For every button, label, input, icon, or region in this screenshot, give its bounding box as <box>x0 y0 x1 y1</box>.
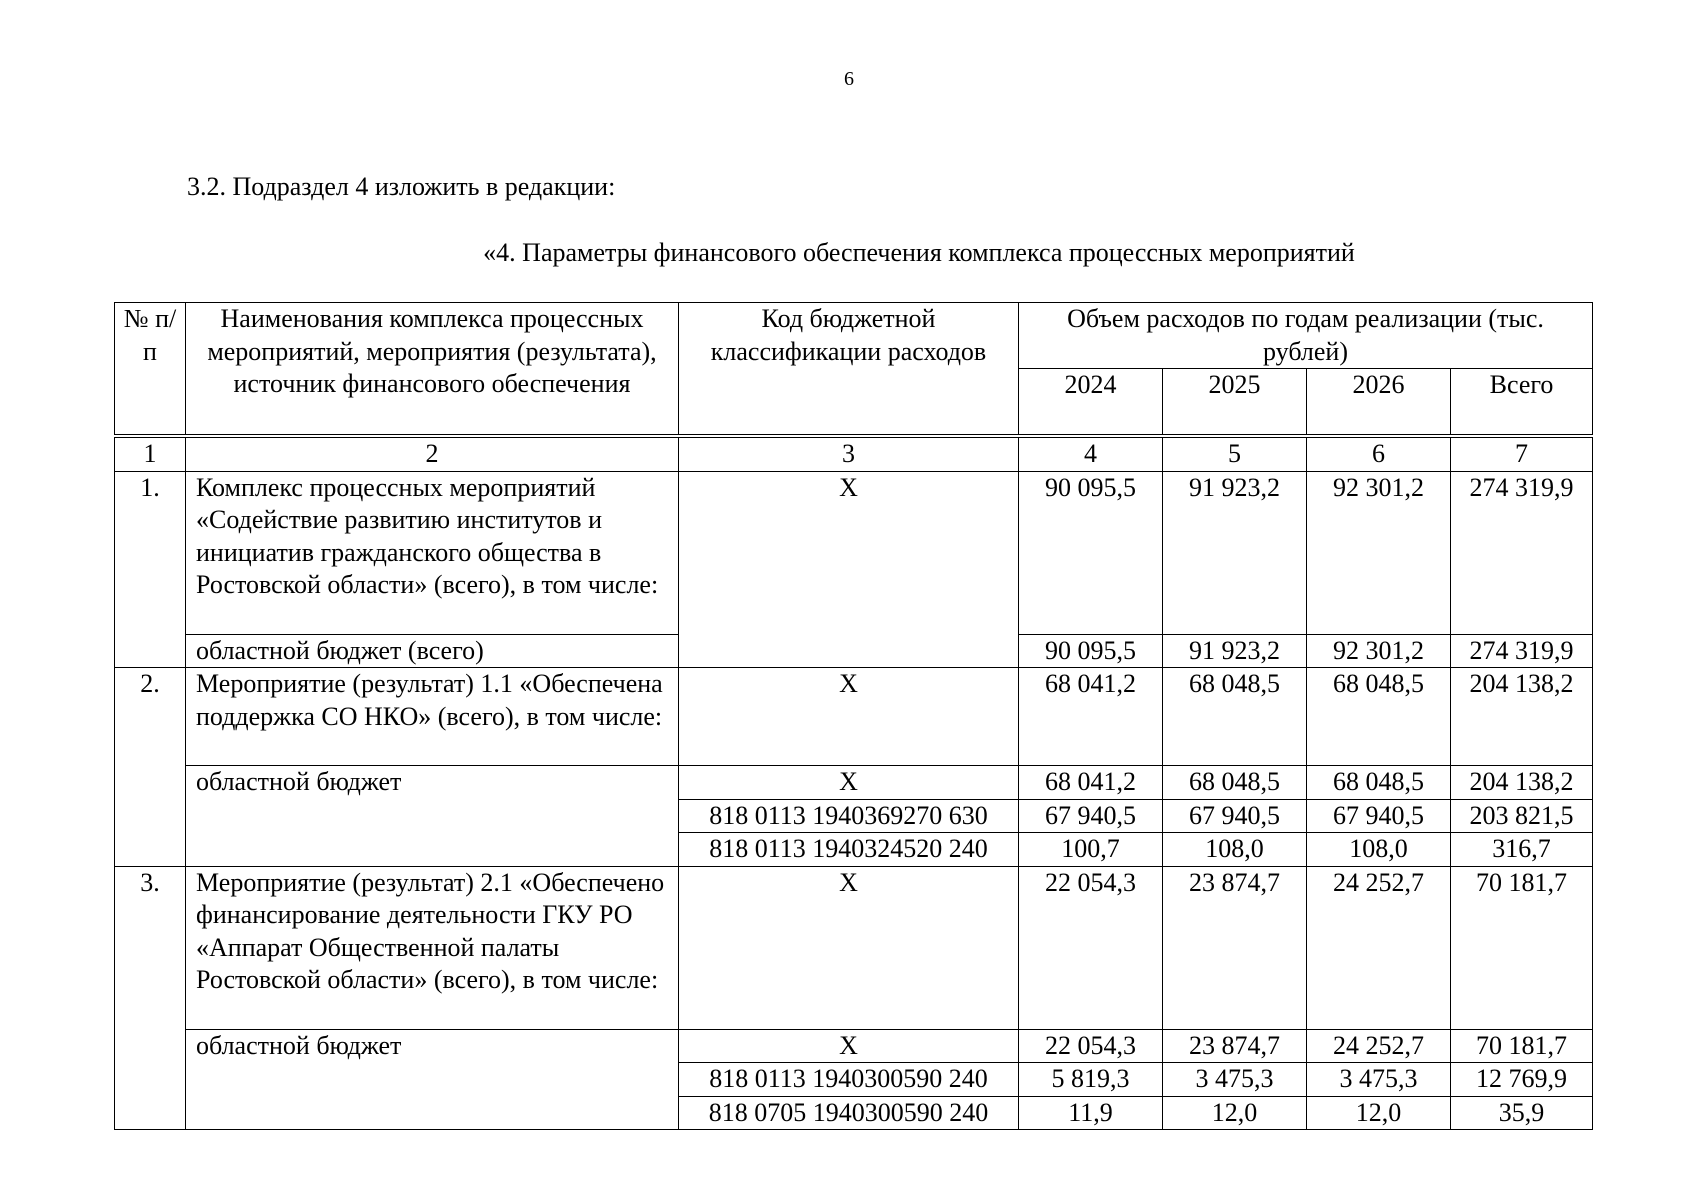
row-code: 818 0113 1940324520 240 <box>679 833 1019 867</box>
cell-2025: 108,0 <box>1163 833 1307 867</box>
row-code: 818 0705 1940300590 240 <box>679 1096 1019 1130</box>
cell-total: 70 181,7 <box>1451 866 1593 1029</box>
cell-2026: 92 301,2 <box>1307 471 1451 634</box>
cell-2025: 68 048,5 <box>1163 766 1307 800</box>
cell-2024: 11,9 <box>1019 1096 1163 1130</box>
cell-total: 274 319,9 <box>1451 471 1593 634</box>
column-index: 4 <box>1019 436 1163 471</box>
row-number: 3. <box>115 866 186 1130</box>
row-subname: областной бюджет (всего) <box>186 634 679 668</box>
row-code: Х <box>679 1029 1019 1063</box>
cell-total: 203 821,5 <box>1451 799 1593 833</box>
cell-2025: 68 048,5 <box>1163 668 1307 766</box>
header-year-2026: 2026 <box>1307 369 1451 437</box>
cell-2024: 68 041,2 <box>1019 766 1163 800</box>
page-number: 6 <box>844 68 854 90</box>
row-code: 818 0113 1940369270 630 <box>679 799 1019 833</box>
cell-2024: 90 095,5 <box>1019 471 1163 634</box>
table-row <box>115 1029 1593 1063</box>
cell-2025: 3 475,3 <box>1163 1063 1307 1097</box>
row-number: 2. <box>115 668 186 867</box>
column-index: 7 <box>1451 436 1593 471</box>
cell-total: 316,7 <box>1451 833 1593 867</box>
cell-2025: 67 940,5 <box>1163 799 1307 833</box>
header-year-2024: 2024 <box>1019 369 1163 437</box>
cell-2026: 3 475,3 <box>1307 1063 1451 1097</box>
cell-2024: 100,7 <box>1019 833 1163 867</box>
header-total: Всего <box>1451 369 1593 437</box>
cell-total: 12 769,9 <box>1451 1063 1593 1097</box>
cell-2025: 91 923,2 <box>1163 471 1307 634</box>
cell-total: 204 138,2 <box>1451 766 1593 800</box>
cell-2024: 68 041,2 <box>1019 668 1163 766</box>
cell-2025: 12,0 <box>1163 1096 1307 1130</box>
cell-2026: 12,0 <box>1307 1096 1451 1130</box>
cell-2024: 22 054,3 <box>1019 866 1163 1029</box>
row-number: 1. <box>115 471 186 668</box>
cell-2026: 24 252,7 <box>1307 1029 1451 1063</box>
cell-total: 204 138,2 <box>1451 668 1593 766</box>
section-title: «4. Параметры финансового обеспечения комплекса процессных мероприятий <box>483 238 1355 267</box>
row-name: Мероприятие (результат) 2.1 «Обеспечено финансирование деятельности ГКУ РО «Аппарат Общественной палаты Ростовской области» (всего), в том числе: <box>186 866 679 1029</box>
header-name: Наименования комплекса процессных мероприятий, мероприятия (результата), источник финансового обеспечения <box>186 303 679 437</box>
column-index-row <box>115 436 1593 471</box>
cell-2026: 24 252,7 <box>1307 866 1451 1029</box>
row-name: Мероприятие (результат) 1.1 «Обеспечена поддержка СО НКО» (всего), в том числе: <box>186 668 679 766</box>
cell-2024: 90 095,5 <box>1019 634 1163 668</box>
column-index: 6 <box>1307 436 1451 471</box>
cell-2026: 67 940,5 <box>1307 799 1451 833</box>
cell-2024: 5 819,3 <box>1019 1063 1163 1097</box>
row-code: Х <box>679 866 1019 1029</box>
cell-2026: 68 048,5 <box>1307 668 1451 766</box>
cell-2026: 92 301,2 <box>1307 634 1451 668</box>
cell-total: 35,9 <box>1451 1096 1593 1130</box>
row-subname: областной бюджет <box>186 766 679 867</box>
intro-text: 3.2. Подраздел 4 изложить в редакции: <box>187 172 616 201</box>
header-year-2025: 2025 <box>1163 369 1307 437</box>
header-volume: Объем расходов по годам реализации (тыс. рублей) <box>1019 303 1593 369</box>
column-index: 5 <box>1163 436 1307 471</box>
cell-2026: 108,0 <box>1307 833 1451 867</box>
cell-total: 274 319,9 <box>1451 634 1593 668</box>
cell-2025: 91 923,2 <box>1163 634 1307 668</box>
row-code: Х <box>679 668 1019 766</box>
row-subname: областной бюджет <box>186 1029 679 1130</box>
cell-2025: 23 874,7 <box>1163 866 1307 1029</box>
cell-2024: 67 940,5 <box>1019 799 1163 833</box>
cell-2026: 68 048,5 <box>1307 766 1451 800</box>
header-code: Код бюджетной классификации расходов <box>679 303 1019 437</box>
row-name: Комплекс процессных мероприятий «Содействие развитию институтов и инициатив гражданского общества в Ростовской области» (всего), в том числе: <box>186 471 679 634</box>
header-num: № п/п <box>115 303 186 437</box>
cell-total: 70 181,7 <box>1451 1029 1593 1063</box>
table-row <box>115 766 1593 800</box>
column-index: 3 <box>679 436 1019 471</box>
row-code: Х <box>679 766 1019 800</box>
row-code: Х <box>679 471 1019 668</box>
financing-table <box>114 302 1593 1130</box>
table-row <box>115 471 1593 634</box>
table-row <box>115 668 1593 766</box>
column-index: 1 <box>115 436 186 471</box>
column-index: 2 <box>186 436 679 471</box>
table-row <box>115 866 1593 1029</box>
cell-2024: 22 054,3 <box>1019 1029 1163 1063</box>
cell-2025: 23 874,7 <box>1163 1029 1307 1063</box>
header-row <box>115 303 1593 369</box>
row-code: 818 0113 1940300590 240 <box>679 1063 1019 1097</box>
